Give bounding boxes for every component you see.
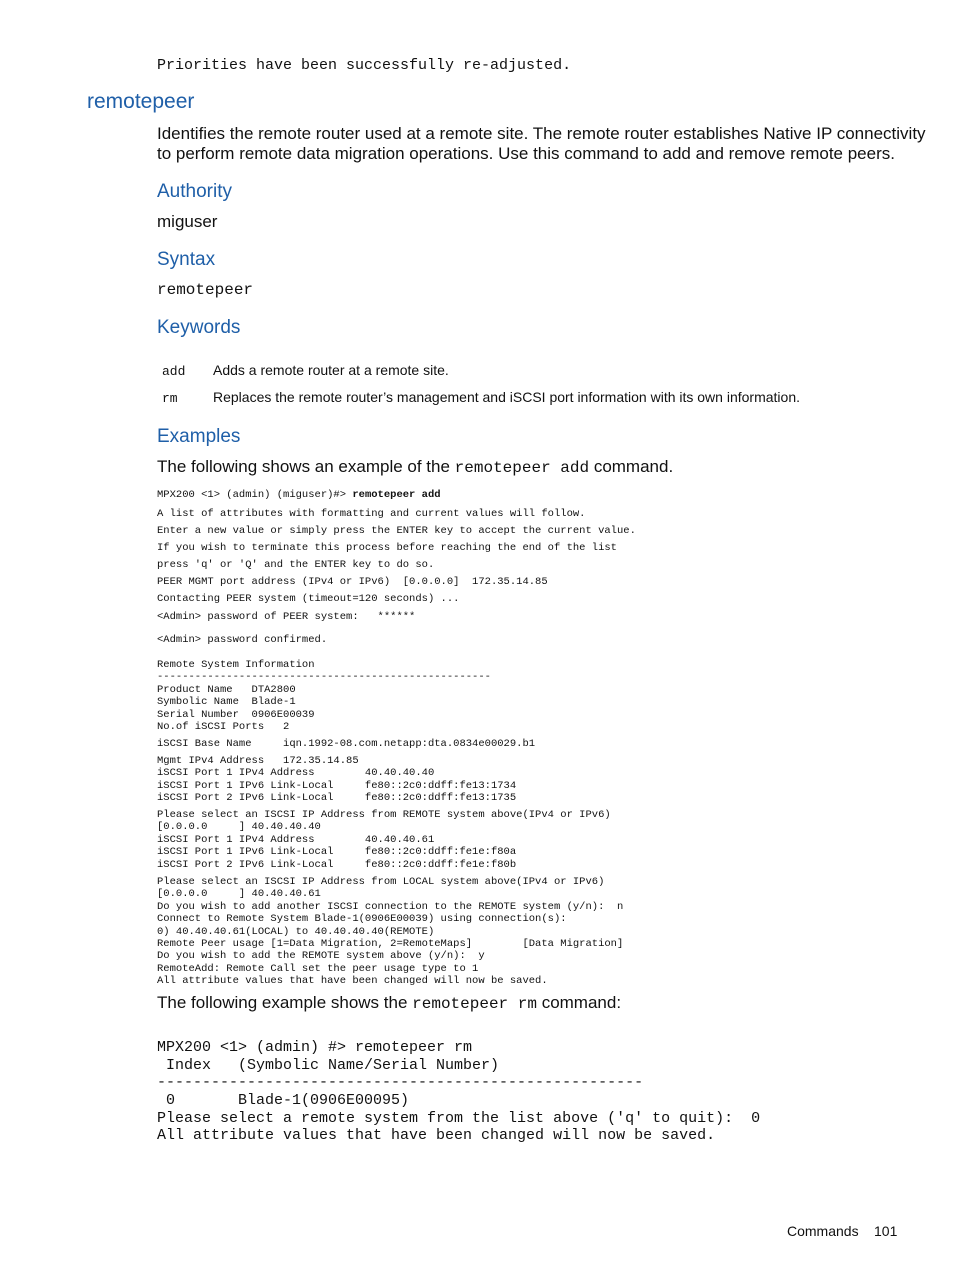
- code-line: Do you wish to add another ISCSI connection to the REMOTE system (y/n): n: [157, 900, 624, 913]
- code-line: MPX200 <1> (admin) #> remotepeer rm: [157, 1039, 473, 1056]
- section-title: remotepeer: [87, 90, 195, 113]
- syntax-value: remotepeer: [157, 281, 254, 299]
- code-line: Do you wish to add the REMOTE system above (y/n): y: [157, 950, 485, 963]
- syntax-heading: Syntax: [157, 249, 216, 270]
- code-line: Please select a remote system from the list above ('q' to quit): 0: [157, 1109, 761, 1127]
- example-add-dialog: [157, 506, 636, 626]
- keyword-desc-add: Adds a remote router at a remote site.: [213, 362, 449, 378]
- code-line: 0) 40.40.40.61(LOCAL) to 40.40.40.40(REMOTE): [157, 925, 435, 938]
- code-line: All attribute values that have been changed will now be saved.: [157, 975, 548, 988]
- code-line: press 'q' or 'Q' and the ENTER key to do so.: [157, 559, 435, 572]
- code-line: iSCSI Port 1 IPv4 Address 40.40.40.40: [157, 767, 435, 780]
- authority-value: miguser: [157, 212, 218, 231]
- example-add-intro: The following shows an example of the remotepeer add command.: [157, 457, 674, 477]
- code-line: Serial Number 0906E00039: [157, 708, 315, 721]
- remote-address-info: [157, 755, 516, 805]
- remote-system-info: [157, 659, 491, 733]
- code-line: If you wish to terminate this process before reaching the end of the list: [157, 542, 617, 555]
- example-rm-result: [157, 1092, 760, 1145]
- examples-heading: Examples: [157, 426, 241, 447]
- code-line: Please select an ISCSI IP Address from LOCAL system above(IPv4 or IPv6): [157, 876, 605, 888]
- code-line: Enter a new value or simply press the ENTER key to accept the current value.: [157, 525, 636, 538]
- iscsi-base-name: iSCSI Base Name iqn.1992-08.com.netapp:dta.0834e00029.b1: [157, 738, 536, 750]
- example-rm-listing: [157, 1039, 643, 1092]
- code-line: Contacting PEER system (timeout=120 seconds) ...: [157, 593, 460, 606]
- code-line: ------------------------------------------------------: [157, 1074, 644, 1092]
- example-rm-intro: The following example shows the remotepeer rm command:: [157, 993, 622, 1013]
- code-line: Remote Peer usage [1=Data Migration, 2=RemoteMaps] [Data Migration]: [157, 938, 624, 951]
- code-line: RemoteAdd: Remote Call set the peer usage type to 1: [157, 962, 479, 975]
- code-line: Symbolic Name Blade-1: [157, 696, 296, 709]
- code-line: iSCSI Port 2 IPv6 Link-Local fe80::2c0:ddff:fe1e:f80b: [157, 858, 517, 871]
- previous-command-output: Priorities have been successfully re-adjusted.: [157, 57, 572, 74]
- code-line: Index (Symbolic Name/Serial Number): [157, 1056, 500, 1074]
- local-ip-selection: [157, 876, 623, 988]
- code-line: Remote System Information: [157, 659, 315, 671]
- code-line: Connect to Remote System Blade-1(0906E00039) using connection(s):: [157, 913, 567, 926]
- remote-ip-selection: [157, 809, 611, 871]
- code-line: A list of attributes with formatting and current values will follow.: [157, 508, 586, 520]
- code-line: [0.0.0.0 ] 40.40.40.61: [157, 888, 321, 901]
- authority-heading: Authority: [157, 181, 232, 202]
- code-line: iSCSI Port 1 IPv4 Address 40.40.40.61: [157, 833, 435, 846]
- code-line: [0.0.0.0 ] 40.40.40.40: [157, 821, 321, 834]
- code-line: 0 Blade-1(0906E00095): [157, 1092, 410, 1109]
- code-line: Please select an ISCSI IP Address from REMOTE system above(IPv4 or IPv6): [157, 809, 611, 821]
- footer-section-name: Commands: [787, 1223, 859, 1239]
- section-description-line-2: to perform remote data migration operations. Use this command to add and remove remote peers.: [157, 144, 895, 163]
- code-line: <Admin> password of PEER system: ******: [157, 610, 416, 623]
- code-line: iSCSI Port 2 IPv6 Link-Local fe80::2c0:ddff:fe13:1735: [157, 792, 517, 805]
- example-add-prompt-line: MPX200 <1> (admin) (miguser)#> remotepeer add: [157, 489, 441, 501]
- page-number: 101: [874, 1223, 898, 1239]
- code-line: PEER MGMT port address (IPv4 or IPv6) [0.0.0.0] 172.35.14.85: [157, 576, 548, 589]
- keyword-desc-rm: Replaces the remote router’s management and iSCSI port information with its own information.: [213, 389, 800, 405]
- example-add-password-confirmed: <Admin> password confirmed.: [157, 634, 328, 646]
- keywords-heading: Keywords: [157, 317, 241, 338]
- code-line: iSCSI Port 1 IPv6 Link-Local fe80::2c0:ddff:fe13:1734: [157, 779, 517, 792]
- code-line: -----------------------------------------------------: [157, 671, 491, 684]
- code-line: iSCSI Port 1 IPv6 Link-Local fe80::2c0:ddff:fe1e:f80a: [157, 846, 517, 859]
- code-line: All attribute values that have been changed will now be saved.: [157, 1127, 716, 1145]
- keyword-code-rm: rm: [162, 391, 178, 406]
- code-line: Product Name DTA2800: [157, 683, 296, 696]
- code-line: Mgmt IPv4 Address 172.35.14.85: [157, 755, 359, 767]
- code-line: No.of iSCSI Ports 2: [157, 721, 290, 734]
- section-description-line-1: Identifies the remote router used at a remote site. The remote router establishes Native IP connectivity: [157, 124, 926, 143]
- keyword-code-add: add: [162, 364, 186, 379]
